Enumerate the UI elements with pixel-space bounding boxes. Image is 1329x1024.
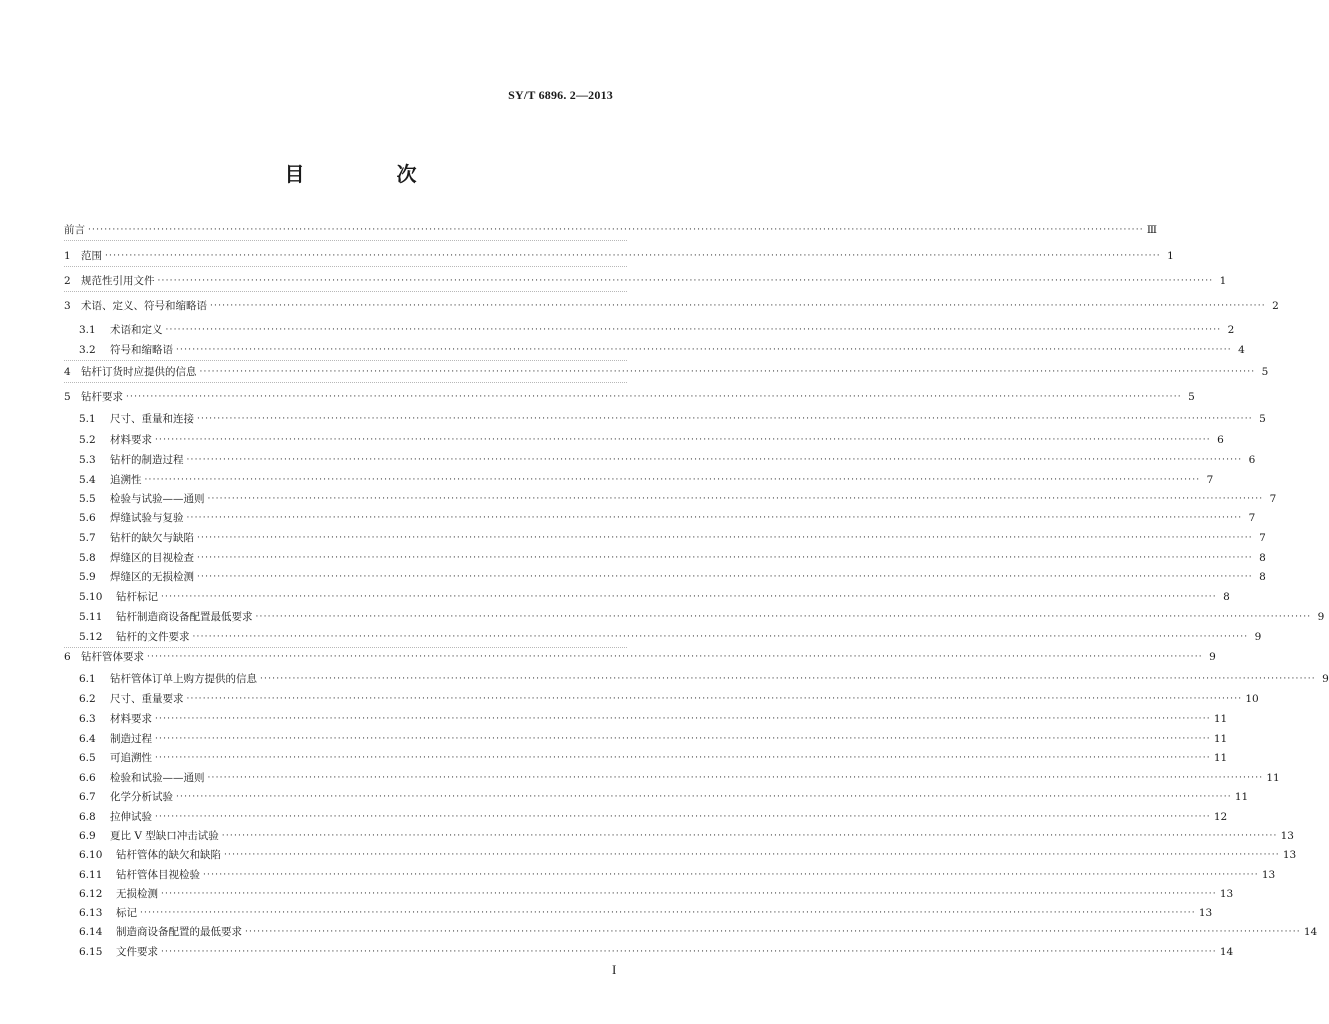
toc-leader-dots: ···································································································································································································································································· [203,870,1259,880]
toc-entry-page: 14 [1219,946,1234,958]
toc-entry-page: 8 [1259,552,1266,564]
toc-entry-page: 11 [1266,772,1280,784]
toc-leader-dots: ···································································································································································································································································· [199,367,1256,377]
toc-entry-label: 材料要求 [110,434,152,446]
toc-entry-label: 钻杆管体订单上购方提供的信息 [110,673,257,685]
toc-leader-dots: ···································································································································································································································································· [140,908,1196,918]
toc-entry-page: 13 [1280,830,1294,842]
toc-entry-page: 1 [1167,250,1174,262]
toc-entry[interactable] [0,691,1259,707]
toc-entry-number: 5.4 [79,474,96,486]
toc-entry-page: 7 [1206,474,1214,486]
toc-entry[interactable] [0,389,1195,405]
toc-entry-label: 检验和试验——通则 [110,772,205,784]
toc-entry[interactable] [0,569,1266,585]
toc-entry-page: 7 [1269,493,1277,505]
toc-entry-label: 钻杆订货时应提供的信息 [81,366,197,378]
toc-entry[interactable] [0,789,1249,805]
toc-leader-dots: ···································································································································································································································································· [207,494,1264,504]
toc-entry-label: 焊缝区的无损检测 [110,571,194,583]
toc-leader-dots: ···································································································································································································································································· [245,927,1301,937]
toc-entry-number: 6.5 [79,752,96,764]
toc-leader-dots: ···································································································································································································································································· [197,553,1253,563]
toc-entry-number: 6 [64,651,71,663]
toc-entry[interactable] [0,750,1228,766]
toc-entry-number: 5.11 [79,611,103,623]
toc-entry-label: 材料要求 [110,713,152,725]
toc-entry[interactable] [0,671,1329,687]
toc-divider [64,382,627,383]
toc-leader-dots: ···································································································································································································································································· [210,301,1266,311]
toc-entry-page: 9 [1254,631,1262,643]
toc-entry-page: 13 [1219,888,1234,900]
toc-leader-dots: ···································································································································································································································································· [144,475,1201,485]
toc-entry[interactable] [0,364,1269,380]
toc-entry-page: 5 [1188,391,1195,403]
toc-entry-number: 6.9 [79,830,96,842]
toc-entry-number: 5.1 [79,413,96,425]
toc-leader-dots: ···································································································································································································································································· [155,714,1211,724]
toc-entry-page: 13 [1261,869,1276,881]
toc-entry-label: 拉伸试验 [110,811,152,823]
toc-entry[interactable] [0,432,1224,448]
toc-entry-page: 2 [1227,324,1235,336]
toc-entry-page: 10 [1245,693,1259,705]
page-number: I [612,962,617,977]
toc-divider [64,240,627,241]
toc-entry-label: 钻杆管体的缺欠和缺陷 [116,849,221,861]
toc-entry-label: 无损检测 [116,888,158,900]
toc-entry-page: 7 [1259,532,1266,544]
toc-leader-dots: ···································································································································································································································································· [155,734,1211,744]
toc-leader-dots: ···································································································································································································································································· [186,513,1243,523]
toc-entry[interactable] [0,629,1262,645]
toc-leader-dots: ···································································································································································································································································· [165,325,1222,335]
toc-entry-label: 规范性引用文件 [81,275,155,287]
toc-entry-number: 5.12 [79,631,103,643]
toc-entry[interactable] [0,452,1256,468]
toc-entry[interactable] [0,886,1234,902]
toc-entry-page: 5 [1261,366,1269,378]
toc-leader-dots: ···································································································································································································································································· [255,612,1312,622]
toc-entry-label: 尺寸、重量和连接 [110,413,194,425]
toc-entry-page: 8 [1223,591,1230,603]
toc-entry-label: 钻杆制造商设备配置最低要求 [116,611,253,623]
toc-entry-page: 1 [1219,275,1227,287]
standard-code: SY/T 6896. 2—2013 [508,88,613,102]
toc-leader-dots: ···································································································································································································································································· [207,773,1264,783]
page-title: 目 次 [284,162,453,186]
toc-entry-page: 13 [1282,849,1297,861]
toc-entry-page: 6 [1217,434,1224,446]
toc-entry-number: 3.1 [79,324,96,336]
toc-entry-label: 符号和缩略语 [110,344,173,356]
toc-leader-dots: ···································································································································································································································································· [197,533,1253,543]
toc-entry-number: 5.8 [79,552,96,564]
toc-entry-label: 钻杆的制造过程 [110,454,184,466]
toc-entry-page: 11 [1213,752,1228,764]
toc-entry[interactable] [0,530,1266,546]
toc-entry[interactable] [0,491,1277,507]
toc-divider [64,266,627,267]
toc-entry[interactable] [0,472,1214,488]
toc-entry-page: 13 [1198,907,1213,919]
toc-entry-label: 尺寸、重量要求 [110,693,184,705]
toc-entry-number: 5.6 [79,512,96,524]
toc-entry-label: 钻杆的缺欠与缺陷 [110,532,194,544]
toc-leader-dots: ···································································································································································································································································· [161,592,1217,602]
toc-entry-number: 6.8 [79,811,96,823]
toc-leader-dots: ···································································································································································································································································· [260,674,1316,684]
toc-entry-label: 化学分析试验 [110,791,173,803]
toc-entry-page: 11 [1234,791,1249,803]
toc-leader-dots: ···································································································································································································································································· [224,850,1280,860]
toc-entry-number: 6.6 [79,772,96,784]
toc-entry[interactable] [0,589,1230,605]
toc-leader-dots: ···································································································································································································································································· [161,889,1217,899]
toc-entry-number: 5.3 [79,454,96,466]
toc-entry-label: 钻杆管体目视检验 [116,869,200,881]
toc-entry[interactable] [0,847,1297,863]
toc-entry[interactable] [0,924,1318,940]
toc-entry-number: 3 [64,300,71,312]
toc-entry-page: 9 [1322,673,1329,685]
toc-entry-number: 6.7 [79,791,96,803]
toc-divider [64,360,627,361]
toc-entry-number: 5 [64,391,71,403]
toc-entry-page: 9 [1317,611,1325,623]
toc-entry[interactable] [0,248,1174,264]
toc-entry[interactable] [0,944,1234,960]
toc-entry-label: 钻杆要求 [81,391,123,403]
toc-leader-dots: ···································································································································································································································································· [126,392,1182,402]
toc-entry[interactable] [0,649,1216,665]
toc-entry-number: 6.14 [79,926,103,938]
toc-entry-page: 9 [1209,651,1216,663]
toc-leader-dots: ···································································································································································································································································· [161,947,1217,957]
toc-entry[interactable] [0,809,1228,825]
toc-entry[interactable] [0,342,1245,358]
toc-entry-number: 5.10 [79,591,103,603]
toc-entry-label: 范围 [81,250,102,262]
toc-entry-page: 6 [1248,454,1256,466]
toc-entry[interactable] [0,298,1279,314]
toc-entry[interactable] [0,550,1266,566]
toc-entry-number: 5.2 [79,434,96,446]
toc-entry-number: 6.1 [79,673,96,685]
toc-entry-page: 7 [1248,512,1256,524]
toc-entry-number: 6.12 [79,888,103,900]
toc-entry[interactable] [0,273,1227,289]
toc-entry-label: 焊缝区的目视检查 [110,552,194,564]
toc-divider [64,291,627,292]
toc-entry-number: 6.10 [79,849,103,861]
toc-entry[interactable] [0,609,1325,625]
toc-entry-number: 6.4 [79,733,96,745]
toc-entry-label: 检验与试验——通则 [110,493,205,505]
toc-entry-label: 钻杆标记 [116,591,158,603]
toc-entry-number: 6.3 [79,713,96,725]
toc-entry-label: 制造过程 [110,733,152,745]
toc-entry-number: 6.11 [79,869,103,881]
toc-entry-number: 5.9 [79,571,96,583]
toc-entry-page: 8 [1259,571,1266,583]
toc-entry-number: 4 [64,366,71,378]
toc-entry-number: 2 [64,275,71,287]
toc-leader-dots: ···································································································································································································································································· [186,455,1243,465]
toc-entry[interactable] [0,867,1276,883]
toc-leader-dots: ···································································································································································································································································· [192,632,1249,642]
toc-entry-label: 追溯性 [110,474,142,486]
toc-entry[interactable] [0,510,1256,526]
toc-entry-label: 夏比 V 型缺口冲击试验 [110,830,219,842]
toc-entry-number: 5.5 [79,493,96,505]
toc-leader-dots: ···································································································································································································································································· [155,435,1211,445]
toc-leader-dots: ···································································································································································································································································· [105,251,1161,261]
toc-entry-label: 钻杆管体要求 [81,651,144,663]
toc-entry-label: 前言 [64,224,85,236]
toc-entry-page: Ⅲ [1146,224,1157,236]
toc-leader-dots: ···································································································································································································································································· [197,414,1253,424]
toc-entry-page: 2 [1272,300,1279,312]
toc-leader-dots: ···································································································································································································································································· [157,276,1214,286]
toc-entry[interactable] [0,711,1228,727]
toc-entry-page: 11 [1213,713,1228,725]
toc-entry-label: 焊缝试验与复验 [110,512,184,524]
toc-leader-dots: ···································································································································································································································································· [155,753,1211,763]
toc-entry-label: 术语、定义、符号和缩略语 [81,300,207,312]
toc-entry-number: 6.2 [79,693,96,705]
toc-entry-number: 3.2 [79,344,96,356]
toc-entry-page: 12 [1213,811,1228,823]
toc-leader-dots: ···································································································································································································································································· [221,831,1278,841]
toc-entry[interactable] [0,770,1280,786]
toc-entry[interactable] [0,731,1228,747]
toc-entry[interactable] [0,905,1213,921]
toc-entry-number: 6.15 [79,946,103,958]
toc-entry[interactable] [0,322,1235,338]
toc-entry-number: 6.13 [79,907,103,919]
toc-entry-label: 可追溯性 [110,752,152,764]
toc-divider [64,647,627,648]
toc-entry-number: 5.7 [79,532,96,544]
toc-entry-label: 文件要求 [116,946,158,958]
toc-leader-dots: ···································································································································································································································································· [88,225,1144,235]
toc-leader-dots: ···································································································································································································································································· [155,812,1211,822]
toc-entry-page: 5 [1259,413,1266,425]
toc-entry-label: 标记 [116,907,137,919]
toc-entry-page: 11 [1213,733,1228,745]
toc-entry-label: 制造商设备配置的最低要求 [116,926,242,938]
toc-entry[interactable] [0,828,1294,844]
toc-entry-number: 1 [64,250,71,262]
toc-entry-page: 4 [1238,344,1245,356]
toc-entry-label: 术语和定义 [110,324,163,336]
toc-entry[interactable] [0,222,1157,238]
toc-leader-dots: ···································································································································································································································································· [186,694,1243,704]
toc-entry[interactable] [0,411,1266,427]
toc-leader-dots: ···································································································································································································································································· [197,572,1253,582]
toc-leader-dots: ···································································································································································································································································· [147,652,1203,662]
toc-entry-page: 14 [1303,926,1318,938]
toc-entry-label: 钻杆的文件要求 [116,631,190,643]
toc-leader-dots: ···································································································································································································································································· [176,792,1232,802]
toc-leader-dots: ···································································································································································································································································· [176,345,1232,355]
